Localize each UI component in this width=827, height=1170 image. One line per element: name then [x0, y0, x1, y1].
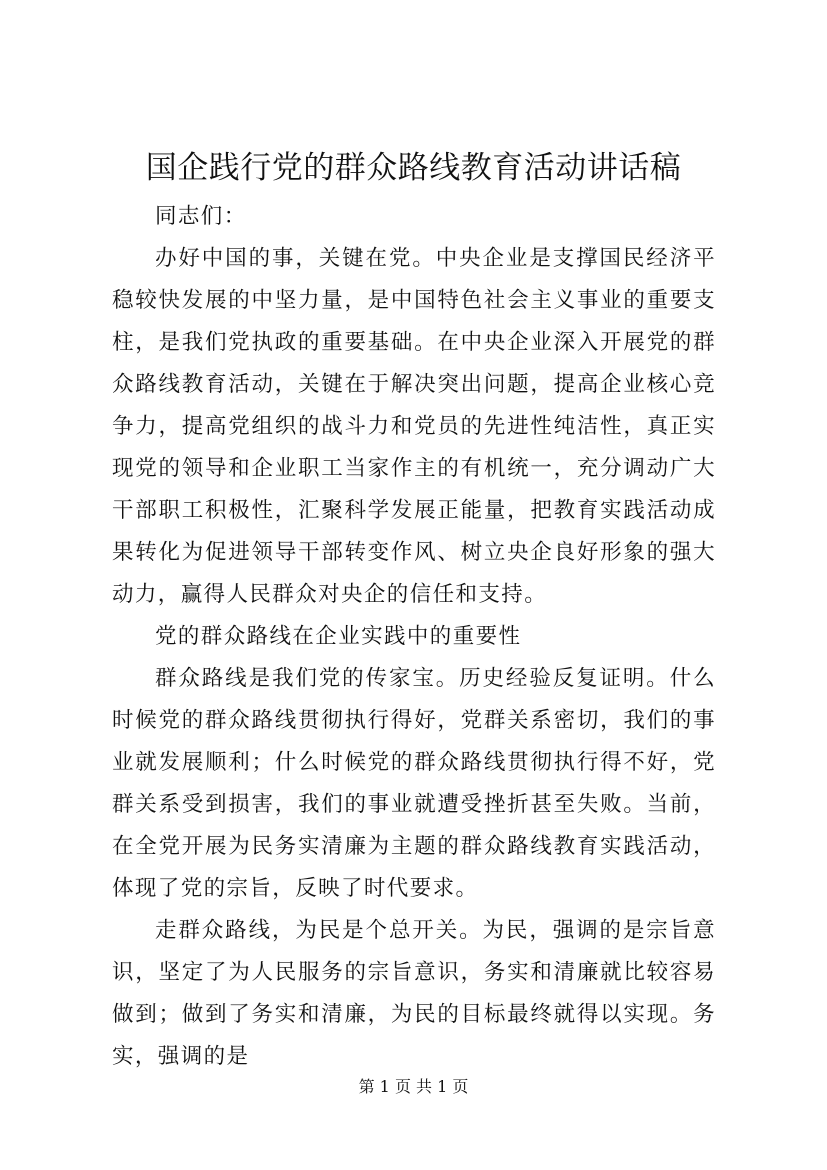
page-number: 第 1 页 共 1 页: [358, 1077, 469, 1096]
document-body: [112, 196, 716, 1078]
page-footer: [0, 1076, 827, 1098]
paragraph-for-people: 走群众路线，为民是个总开关。为民，强调的是宗旨意识，坚定了为人民服务的宗旨意识，务实和清廉就比较容易做到；做到了务实和清廉，为民的目标最终就得以实现。务实，强调的是: [112, 918, 716, 1069]
paragraph-history: 群众路线是我们党的传家宝。历史经验反复证明。什么时候党的群众路线贯彻执行得好，党群关系密切，我们的事业就发展顺利；什么时候党的群众路线贯彻执行得不好，党群关系受到损害，我们的事业就遭受挫折甚至失败。当前，在全党开展为民务实清廉为主题的群众路线教育实践活动，体现了党的宗旨，反映了时代要求。: [112, 666, 716, 901]
greeting: 同志们：: [155, 204, 247, 229]
paragraph-intro: 办好中国的事，关键在党。中央企业是支撑国民经济平稳较快发展的中坚力量，是中国特色社会主义事业的重要支柱，是我们党执政的重要基础。在中央企业深入开展党的群众路线教育活动，关键在于解决突出问题，提高企业核心竞争力，提高党组织的战斗力和党员的先进性纯洁性，真正实现党的领导和企业职工当家作主的有机统一，充分调动广大干部职工积极性，汇聚科学发展正能量，把教育实践活动成果转化为促进领导干部转变作风、树立央企良好形象的强大动力，赢得人民群众对央企的信任和支持。: [112, 246, 716, 607]
document-title: 国企践行党的群众路线教育活动讲话稿: [145, 150, 682, 186]
section-heading: 党的群众路线在企业实践中的重要性: [155, 624, 522, 649]
